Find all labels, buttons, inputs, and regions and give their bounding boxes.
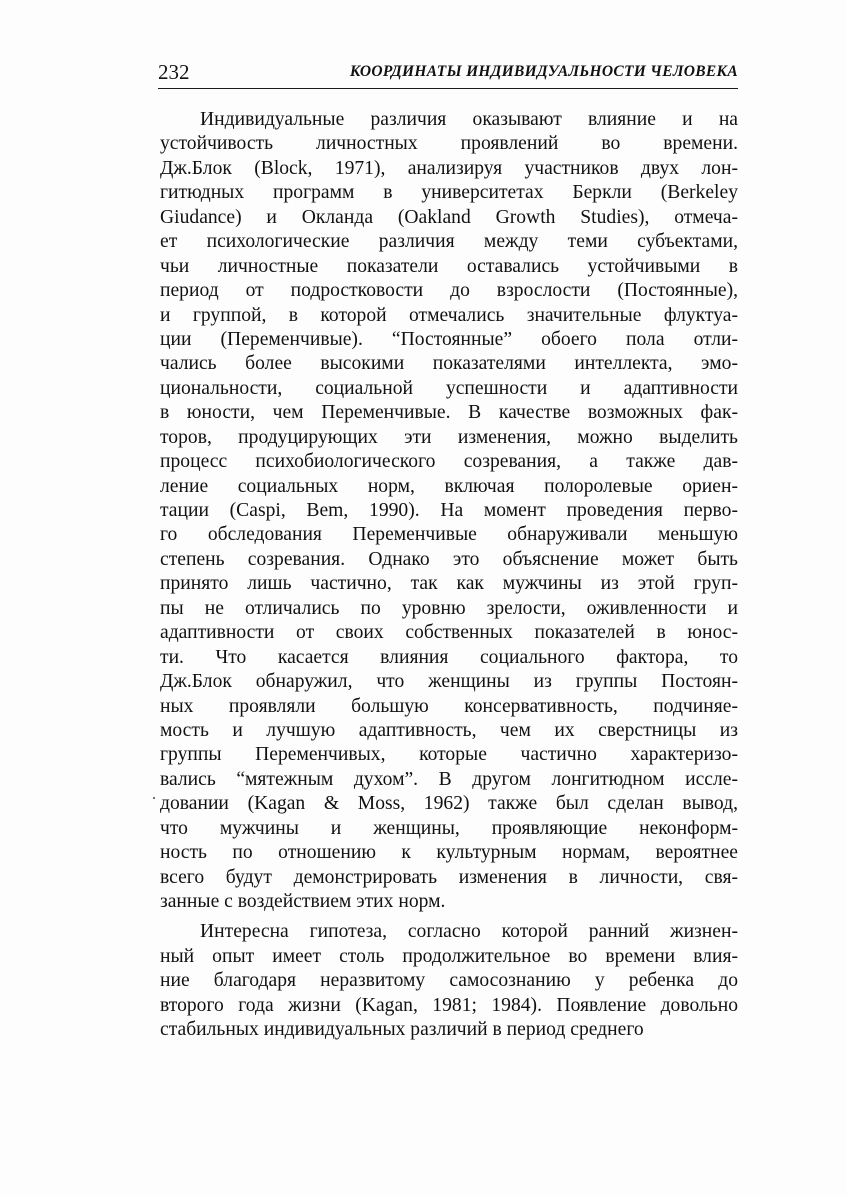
text-line: вались “мятежным духом”. В другом лонгитюдном иссле-: [160, 768, 738, 790]
text-line: степень созревания. Однако это объяснение может быть: [160, 548, 738, 570]
text-line: в юности, чем Переменчивые. В качестве возможных фак-: [160, 402, 738, 424]
text-line: чьи личностные показатели оставались устойчивыми в: [160, 255, 738, 277]
text-line: го обследования Переменчивые обнаруживали меньшую: [160, 524, 738, 546]
text-line: период от подростковости до взрослости (Постоянные),: [160, 280, 738, 302]
body-text: [160, 108, 738, 1043]
text-line: Дж.Блок обнаружил, что женщины из группы Постоян-: [160, 671, 738, 693]
text-line: группы Переменчивых, которые частично характеризо-: [160, 744, 738, 766]
text-line: Интересна гипотеза, согласно которой ранний жизнен-: [200, 921, 738, 943]
text-line: тации (Caspi, Bem, 1990). На момент проведения перво-: [160, 500, 738, 521]
text-line: ных проявляли большую консервативность, подчиняе-: [160, 695, 738, 717]
page-number: 232: [158, 60, 190, 84]
text-line: ние благодаря неразвитому самосознанию у ребенка до: [160, 970, 738, 992]
paragraph-1: [160, 108, 738, 914]
text-line: мость и лучшую адаптивность, чем их сверстницы из: [160, 719, 738, 741]
text-line: процесс психобиологического созревания, а также дав-: [160, 451, 738, 473]
text-line: что мужчины и женщины, проявляющие неконформ-: [160, 817, 738, 839]
text-line: Giudance) и Окланда (Oakland Growth Studies), отмеча-: [160, 206, 738, 228]
text-line: циональности, социальной успешности и адаптивности: [160, 377, 738, 399]
text-line: чались более высокими показателями интеллекта, эмо-: [160, 353, 738, 375]
text-line: адаптивности от своих собственных показателей в юнос-: [160, 622, 738, 644]
paragraph-2: [160, 920, 738, 1042]
text-line: всего будут демонстрировать изменения в личности, свя-: [160, 866, 738, 888]
text-line: занные с воздействием этих норм.: [160, 891, 446, 912]
text-line: ление социальных норм, включая полоролевые ориен-: [160, 475, 738, 497]
text-line: гитюдных программ в университетах Беркли (Berkeley: [160, 182, 738, 204]
text-line: ти. Что касается влияния социального фактора, то: [160, 646, 738, 668]
page-header: [158, 58, 738, 89]
text-line: ный опыт имеет столь продолжительное во времени влия-: [160, 945, 738, 967]
text-line: Дж.Блок (Block, 1971), анализируя участников двух лон-: [160, 157, 738, 179]
text-line: стабильных индивидуальных различий в период среднего: [160, 1019, 644, 1041]
text-line: устойчивость личностных проявлений во времени.: [160, 133, 738, 155]
text-line: довании (Kagan & Moss, 1962) также был сделан вывод,: [160, 793, 738, 815]
text-line: Индивидуальные различия оказывают влияние и на: [200, 109, 738, 130]
text-line: и группой, в которой отмечались значительные флуктуа-: [160, 304, 738, 326]
running-title: КООРДИНАТЫ ИНДИВИДУАЛЬНОСТИ ЧЕЛОВЕКА: [349, 63, 738, 80]
text-line: ет психологические различия между теми субъектами,: [160, 231, 738, 253]
text-line: ность по отношению к культурным нормам, вероятнее: [160, 842, 738, 864]
text-line: пы не отличались по уровню зрелости, оживленности и: [160, 597, 738, 619]
text-line: второго года жизни (Kagan, 1981; 1984). Появление довольно: [160, 994, 738, 1016]
text-line: принято лишь частично, так как мужчины из этой груп-: [160, 573, 738, 595]
text-line: ции (Переменчивые). “Постоянные” обоего пола отли-: [160, 328, 738, 350]
text-line: торов, продуцирующих эти изменения, можно выделить: [160, 426, 738, 448]
stray-ink-mark: [153, 797, 155, 799]
